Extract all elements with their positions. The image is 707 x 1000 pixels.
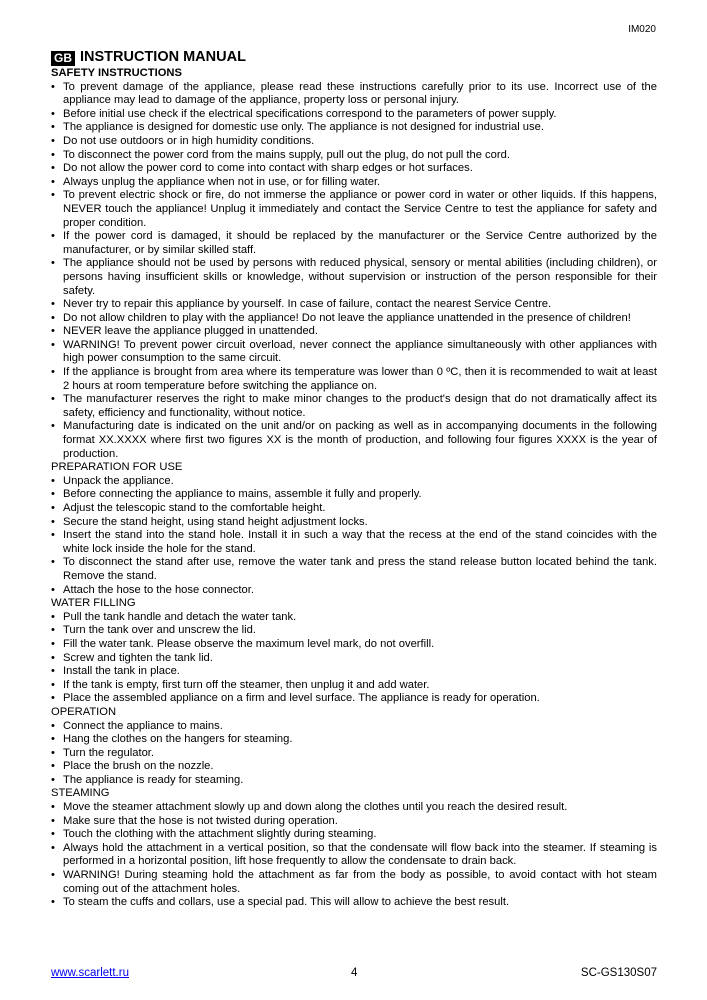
list-item: • Attach the hose to the hose connector. [51, 584, 657, 598]
bullet-list [51, 801, 657, 910]
list-item: • To prevent electric shock or fire, do not immerse the appliance or power cord in water or other liquids. If this happens, NEVER touch the appliance! Unplug it immediately and contact the Service Centre to test the appliance for safety and proper condition. [51, 189, 657, 230]
model-number: SC-GS130S07 [580, 967, 657, 979]
list-item: • The manufacturer reserves the right to make minor changes to the product's design that do not dramatically affect its safety, efficiency and functionality, without notice. [51, 393, 657, 420]
list-item: • Install the tank in place. [51, 665, 657, 679]
list-item: • Connect the appliance to mains. [51, 720, 657, 734]
list-item: • The appliance is ready for steaming. [51, 774, 657, 788]
list-item: • Adjust the telescopic stand to the comfortable height. [51, 502, 657, 516]
list-item: • WARNING! To prevent power circuit overload, never connect the appliance simultaneously with other appliances with high power consumption to the same circuit. [51, 339, 657, 366]
list-item: • If the power cord is damaged, it should be replaced by the manufacturer or the Service Centre authorized by the manufacturer, or by similar skilled staff. [51, 230, 657, 257]
bullet-list [51, 720, 657, 788]
list-item: • Screw and tighten the tank lid. [51, 652, 657, 666]
section-heading: WATER FILLING [51, 597, 136, 610]
section-heading: OPERATION [51, 705, 117, 718]
list-item: • To disconnect the power cord from the mains supply, pull out the plug, do not pull the cord. [51, 149, 657, 163]
document-code: IM020 [628, 24, 656, 35]
list-item: • Touch the clothing with the attachment slightly during steaming. [51, 828, 657, 842]
page-footer [51, 967, 657, 981]
list-item: • Make sure that the hose is not twisted during operation. [51, 815, 657, 829]
list-item: • Do not allow the power cord to come into contact with sharp edges or hot surfaces. [51, 162, 657, 176]
list-item: • To disconnect the stand after use, remove the water tank and press the stand release button located behind the tank. Remove the stand. [51, 556, 657, 583]
website-link[interactable]: www.scarlett.ru [51, 967, 129, 979]
page-number: 4 [351, 967, 358, 979]
bullet-list [51, 475, 657, 597]
list-item: • The appliance should not be used by persons with reduced physical, sensory or mental abilities (including children), or persons having insufficient skills or knowledge, without supervision or instruction of the person responsible for their safety. [51, 257, 657, 298]
list-item: • To steam the cuffs and collars, use a special pad. This will allow to achieve the best result. [51, 896, 657, 910]
title-row [51, 50, 657, 66]
list-item: • Before initial use check if the electrical specifications correspond to the parameters of power supply. [51, 108, 657, 122]
list-item: • Turn the regulator. [51, 747, 657, 761]
list-item: • Fill the water tank. Please observe the maximum level mark, do not overfill. [51, 638, 657, 652]
list-item: • Always hold the attachment in a vertical position, so that the condensate will flow back into the steamer. If steaming is performed in a horizontal position, lift hose frequently to allow the condensate to drain back. [51, 842, 657, 869]
section-heading: PREPARATION FOR USE [51, 461, 183, 474]
list-item: • Place the assembled appliance on a firm and level surface. The appliance is ready for operation. [51, 692, 657, 706]
list-item: • Before connecting the appliance to mains, assemble it fully and properly. [51, 488, 657, 502]
list-item: • Do not use outdoors or in high humidity conditions. [51, 135, 657, 149]
list-item: • Manufacturing date is indicated on the unit and/or on packing as well as in accompanying documents in the following format XX.XXXX where first two figures XX is the month of production, and following four figures XXXX is the year of production. [51, 420, 657, 461]
list-item: • Always unplug the appliance when not in use, or for filling water. [51, 176, 657, 190]
list-item: • Pull the tank handle and detach the water tank. [51, 611, 657, 625]
list-item: • Secure the stand height, using stand height adjustment locks. [51, 516, 657, 530]
list-item: • If the appliance is brought from area where its temperature was lower than 0 ºC, then it is recommended to wait at least 2 hours at room temperature before switching the appliance on. [51, 366, 657, 393]
list-item: • Hang the clothes on the hangers for steaming. [51, 733, 657, 747]
list-item: • WARNING! During steaming hold the attachment as far from the body as possible, to avoid contact with hot steam coming out of the attachment holes. [51, 869, 657, 896]
manual-content [51, 50, 657, 910]
list-item: • Place the brush on the nozzle. [51, 760, 657, 774]
list-item: • The appliance is designed for domestic use only. The appliance is not designed for industrial use. [51, 121, 657, 135]
list-item: • Unpack the appliance. [51, 475, 657, 489]
list-item: • Do not allow children to play with the appliance! Do not leave the appliance unattended in the presence of children! [51, 312, 657, 326]
list-item: • NEVER leave the appliance plugged in unattended. [51, 325, 657, 339]
language-badge: GB [51, 51, 75, 66]
list-item: • Insert the stand into the stand hole. Install it in such a way that the recess at the end of the stand coincides with the white lock inside the hole for the stand. [51, 529, 657, 556]
section-heading: STEAMING [51, 787, 110, 800]
bullet-list [51, 611, 657, 706]
sections-container [51, 67, 657, 910]
list-item: • To prevent damage of the appliance, please read these instructions carefully prior to its use. Incorrect use of the appliance may lead to damage of the appliance, property loss or personal injury. [51, 81, 657, 108]
manual-title: INSTRUCTION MANUAL [80, 49, 246, 66]
section-heading: SAFETY INSTRUCTIONS [51, 67, 182, 79]
bullet-list [51, 81, 657, 462]
list-item: • Never try to repair this appliance by yourself. In case of failure, contact the nearest Service Centre. [51, 298, 657, 312]
list-item: • Move the steamer attachment slowly up and down along the clothes until you reach the desired result. [51, 801, 657, 815]
list-item: • Turn the tank over and unscrew the lid. [51, 624, 657, 638]
list-item: • If the tank is empty, first turn off the steamer, then unplug it and add water. [51, 679, 657, 693]
